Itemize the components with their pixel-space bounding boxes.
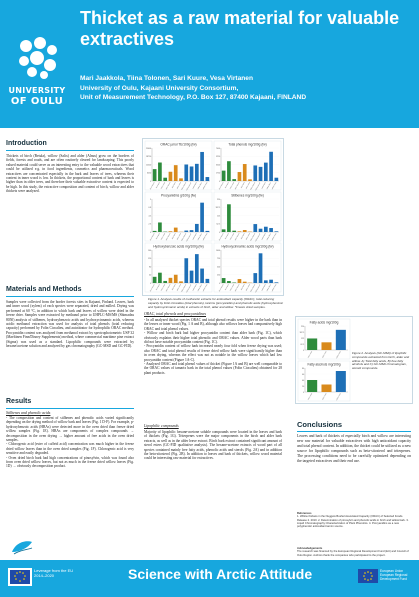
y-tick-label: 40 — [302, 379, 305, 382]
x-tick-label: alder bark — [241, 284, 246, 291]
bar — [264, 227, 268, 232]
logo-text-of-oulu: OF OULU — [10, 96, 64, 107]
x-tick-label: willow bark* — [198, 233, 203, 241]
y-tick-label: 250 — [217, 274, 221, 277]
x-tick-label: birch wood — [230, 182, 236, 190]
x-tick-label: birch wood — [308, 393, 314, 401]
eu-leverage-label: Leverage from the EU — [34, 568, 74, 573]
y-tick-label: 0 — [219, 282, 221, 285]
introduction-text: Thickets of birch (Betula), willow (Salix) and alder (Alnus) grow on the borders of fields, forests and roads, and are often routinely cleared for landscaping. This poorly valued material could serve as an interesting entry to the valuable wood extractives that could be utilized e.g. in food ingredients, cosmetics and pharmaceuticals. Wood extractives are concentrated especially in the bark and leaves of trees, whereas their content in inner wood is low. In thickets, the proportional content of bark and leaves is higher than in older trees, and therefore their valuable extractive content is expected to be high. In this study, the extractive composition and content of birch, willow and alder thickets were analyzed. — [6, 154, 134, 194]
figure-1-caption: Figure 1. Analysis results of methanolic extracts for antioxidant capacity (ORAC), total reducing capacity by Folin-Ciocalteu (total phenols), tannins (procyanidins) and phenolic acids (hydroxybenzoic and hydroxycinnamic acids) in extracts of birch, alder and willow. *Freeze dried samples. — [148, 297, 284, 309]
bar — [206, 231, 210, 232]
x-tick-label: birch leaves — [150, 233, 156, 241]
university-logo-icon — [14, 34, 60, 80]
y-tick-label: 2.3 — [148, 223, 152, 226]
chart-5 — [214, 243, 281, 293]
bar — [259, 229, 263, 232]
y-tick-label: 3500 — [215, 164, 221, 167]
conclusions-text: Leaves and bark of thickets of especially birch and willow are interesting new raw material for valuable extractives with high antioxidant capacity and total phenol content. In addition, the thicket could be utilized as a new source for lipophilic compounds such as beta-sitosterol and triterpenes. The processing conditions need to be carefully optimized depending on the targeted extractives and their end use. — [297, 434, 411, 463]
footer-slogan: Science with Arctic Attitude — [128, 566, 313, 582]
chart-title: Fatty acids mg/100g — [309, 320, 339, 325]
chart-title: Fatty alcohols mg/100g — [307, 362, 341, 367]
results-text-orac: - In all analyzed thicket species ORAC and total phenol results were higher in the bark than in the leaves or inner wood (Fig. 1 A and B), although also willows leaves had comparatively high ORAC and total phenol values. - Willow and birch bark had higher procyanidin content than alder bark (Fig. 1C), which obviously explains their higher total phenolic and ORAC values. Alder wood parts than bark did not have notable procyanidin content (Fig. 1C). - Procyanidin content of willow bark increased nearly four fold when freeze drying was used; also ORAC and total phenol results of freeze dried willow bark were significantly higher than in oven drying, whereas the effect was not as notable in the willow leaves which had low procyanidin content (Figure 1A-C). - Analyzed ORAC and total phenol values of thicket (Figure 1A and B) are well comparable to the ORAC values of tamarix bark in the total phenol values (Folin Ciocalteu) obtained for 28 plant products. — [144, 318, 282, 375]
x-tick-label: alder bark — [172, 182, 177, 189]
x-tick-label: willow leaves* — [255, 284, 262, 294]
y-tick-label: 25000 — [145, 147, 152, 150]
x-tick-label: alder bark — [172, 284, 177, 291]
chart-0 — [145, 141, 212, 191]
y-tick-label: 0 — [150, 231, 152, 234]
bar — [195, 164, 199, 181]
bar — [227, 281, 231, 283]
y-tick-label: 120 — [148, 258, 152, 261]
x-tick-label: willow leaves* — [186, 233, 193, 243]
bar — [163, 178, 167, 181]
chart-title: Hydroxycinnamic acids mg/100g (fw) — [221, 244, 274, 249]
y-tick-label: 5250 — [215, 156, 221, 159]
bar — [174, 228, 178, 232]
bar — [336, 330, 346, 350]
y-tick-label: 0 — [303, 391, 305, 394]
methods-heading: Materials and Methods — [6, 286, 82, 293]
chart-title: Hydroxybenzoic acids mg/100g (fw) — [153, 244, 204, 249]
chart-title: Total phenols mg/100g (fw) — [228, 142, 267, 147]
bar — [275, 178, 279, 181]
results-heading: Results — [6, 398, 32, 405]
bar — [184, 258, 188, 283]
bar — [206, 177, 210, 181]
eu-leverage-icon — [10, 538, 34, 556]
results-divider — [6, 408, 134, 409]
x-tick-label: willow bark — [262, 182, 267, 190]
references-heading: References — [297, 512, 312, 515]
results-subheading-stilbenes: Stilbenes and phenolic acids — [6, 411, 51, 415]
bar — [222, 229, 226, 232]
bar — [275, 231, 279, 232]
y-tick-label: 187.5 — [215, 207, 221, 210]
bar — [158, 273, 162, 283]
eu-fund-text: European Union European Regional Development Fund — [380, 569, 408, 581]
bar — [253, 165, 257, 181]
bar — [253, 273, 257, 283]
introduction-divider — [6, 150, 134, 151]
bar — [195, 254, 199, 283]
x-tick-label: willow wood — [336, 351, 342, 359]
bar — [184, 231, 188, 232]
bar — [243, 164, 247, 181]
bar — [174, 275, 178, 283]
bar — [200, 269, 204, 283]
x-tick-label: willow bark — [193, 233, 198, 241]
chart-2 — [145, 192, 212, 242]
y-tick-label: 62.5 — [216, 223, 221, 226]
bar — [190, 271, 194, 283]
poster-title: Thicket as a raw material for valuable extractives — [80, 8, 400, 49]
y-tick-label: 0 — [303, 349, 305, 352]
x-tick-label: alder wood — [177, 182, 182, 190]
bar — [238, 172, 242, 181]
y-tick-label: 125 — [217, 215, 221, 218]
x-tick-label: alder leaves — [166, 233, 172, 242]
x-tick-label: willow bark — [193, 182, 198, 190]
bar — [269, 152, 273, 181]
x-tick-label: alder wood — [177, 233, 182, 241]
chart-title: Procyanidins g/100g (fw) — [160, 193, 197, 198]
x-tick-label: willow leaves — [250, 284, 257, 293]
x-tick-label: willow wood — [336, 393, 342, 401]
bar — [206, 279, 210, 283]
eu-leverage-text — [34, 568, 74, 578]
x-tick-label: birch leaves — [219, 284, 225, 292]
bar — [238, 231, 242, 232]
y-tick-label: 0 — [219, 231, 221, 234]
bar — [238, 279, 242, 283]
x-tick-label: alder leaves — [235, 233, 241, 242]
footer-banner — [0, 560, 419, 597]
bar — [169, 231, 173, 232]
y-tick-label: 250 — [217, 198, 221, 201]
eu-flag-icon — [6, 565, 34, 592]
x-tick-label: willow leaves* — [186, 182, 193, 192]
chart-title: Stilbenes mg/100g (fw) — [231, 193, 264, 198]
results-subheading-lipophilic: Lipophilic compounds — [144, 424, 179, 428]
bar — [158, 163, 162, 181]
y-tick-label: 125 — [301, 337, 305, 340]
x-tick-label: willow leaves — [181, 182, 188, 191]
x-tick-label: birch wood — [161, 233, 167, 241]
results-text-lipophilic: Majority of lipophilic hexane-acetone soluble compounds were located in the leaves and bark of thickets (Fig. 1G). Triterpenes were the major components in the birch and alder bark extracts, as well as in the alder leave extract. Birch bark extract contained significant amount of sterol esters (GC-FID qualitative analysis). The hexane-acetone extracts of wood part of all species contained mainly free fatty acids, phenolic acids and sterols (Fig. 2A) and in addition the beta-sitosterol (Fig. 2B). In addition to leaves and bark of thickets, willow wood material could be interesting raw material for extractives. — [144, 430, 282, 461]
introduction-heading: Introduction — [6, 140, 47, 147]
y-tick-label: 80 — [302, 367, 305, 370]
bar — [248, 179, 252, 181]
bar — [163, 281, 167, 283]
bar — [200, 152, 204, 181]
x-tick-label: willow leaves — [181, 284, 188, 293]
figure-1-charts — [143, 139, 283, 295]
chart-4 — [145, 243, 212, 293]
x-tick-label: birch wood — [161, 284, 167, 292]
eu-fund-flag-icon — [358, 569, 378, 585]
y-tick-label: 0 — [150, 180, 152, 183]
x-tick-label: willow bark — [262, 284, 267, 292]
chart-1 — [214, 141, 281, 191]
results-text-stilbenes: - The composition and content of stilbenes and phenolic acids varied significantly depending on the drying method of willow bark and leaves (Fig. 1 D-F). For example, p-hydroxybenzoic acids (HBAs) were detected more in the oven dried than freeze dried willow samples (Fig. 1E). HBAs are components of complex compounds → decomposition in the oven drying → higher amount of free acids in the oven dried samples. - Chlorogenic acid (ester of caffeid acid) concentration was much higher in the freeze dried willow leaves than in the oven dried samples (Fig. 1F). Chlorogenic acid is very sensitive and easily degraded. - Oven dried birch bark had high concentrations of pinosylvin, which was found also from oven dried willow leaves, but not as much in the freeze dried willow leaves (Fig. 1D) → obviously decomposition product. — [6, 416, 134, 469]
bar — [269, 228, 273, 232]
methods-divider — [6, 296, 134, 297]
y-tick-label: 6.8 — [148, 207, 152, 210]
x-tick-label: alder leaves — [235, 284, 241, 293]
x-tick-label: willow leaves — [250, 233, 257, 242]
bar — [232, 231, 236, 232]
results-subheading-orac: ORAC, total phenols and procyanidines — [144, 312, 206, 316]
x-tick-label: willow leaves — [250, 182, 257, 191]
header-banner — [0, 0, 419, 128]
x-tick-label: willow wood — [203, 233, 209, 241]
y-tick-label: 60 — [302, 373, 305, 376]
x-tick-label: birch wood — [230, 233, 236, 241]
x-tick-label: alder wood — [322, 351, 328, 359]
y-tick-label: 0 — [150, 282, 152, 285]
x-tick-label: alder bark — [241, 233, 246, 240]
bar — [179, 178, 183, 181]
y-tick-label: 80 — [149, 266, 152, 269]
bar — [190, 166, 194, 181]
x-tick-label: birch bark — [225, 284, 230, 291]
figure-1-panel — [142, 138, 284, 296]
y-tick-label: 1000 — [215, 249, 221, 252]
x-tick-label: willow leaves* — [255, 182, 262, 192]
x-tick-label: birch leaves — [219, 233, 225, 241]
bar — [243, 230, 247, 232]
x-tick-label: alder leaves — [166, 284, 172, 293]
x-tick-label: willow leaves — [181, 233, 188, 242]
university-logo — [4, 34, 70, 124]
bar — [264, 280, 268, 283]
bar — [222, 171, 226, 181]
x-tick-label: alder wood — [246, 182, 251, 190]
conclusions-divider — [297, 431, 411, 432]
x-tick-label: alder bark — [172, 233, 177, 240]
y-tick-label: 62.5 — [300, 343, 305, 346]
x-tick-label: birch bark — [225, 233, 230, 240]
logo-text-university: UNIVERSITY — [8, 86, 66, 95]
y-tick-label: 250 — [301, 325, 305, 328]
conclusions-heading: Conclusions — [297, 420, 343, 429]
y-tick-label: 500 — [217, 266, 221, 269]
bar — [158, 222, 162, 232]
bar — [307, 338, 317, 350]
y-tick-label: 1750 — [215, 172, 221, 175]
bar — [264, 163, 268, 181]
x-tick-label: birch bark — [156, 233, 161, 240]
bar — [232, 179, 236, 181]
x-tick-label: willow leaves* — [255, 233, 262, 243]
bar — [174, 165, 178, 181]
x-tick-label: willow bark — [262, 233, 267, 241]
bar — [307, 380, 317, 392]
bar — [153, 231, 157, 232]
x-tick-label: birch leaves — [150, 182, 156, 190]
bar — [222, 278, 226, 283]
authors-block — [80, 74, 415, 103]
chart-7 — [298, 361, 350, 401]
x-tick-label: birch bark — [156, 284, 161, 291]
bar — [259, 253, 263, 283]
methods-text: Samples were collected from the border forests sites in Kajaani, Finland. Leaves, bark and inner wood (xylem) of each species were separated, dried and milled. Drying was performed at 60 °C, in addition to which bark and leaves of willow were dried in the freeze drier. Samples were extracted by methanol prior to UHPLC-MS/MS (Shimadzu 8050) analysis of stilbenes, hydroxybenzoic acids and hydroxycinnamic acids, whereas acidic methanol extraction was used for analysis of total phenols (total reducing capacity) performed by Folin Ciocalteu, and autotitrator for hydrophilic ORAC method. Procyanidin content was analyzed from methanol extract by spectrophotometric USP 32 (Maeltinen Finn/Disney Supplements) method, where commercial maritime pine extract (Sigma) was used as a standard. Lipophilic compounds were extracted by hexane/acetone solution and analyzed by gas chromatography (GC-MSD and GC-FID). — [6, 300, 134, 349]
x-tick-label: birch wood — [308, 351, 314, 359]
references-block — [297, 512, 411, 528]
x-tick-label: alder wood — [246, 233, 251, 241]
x-tick-label: alder bark — [241, 182, 246, 189]
bar — [269, 280, 273, 283]
bar — [227, 161, 231, 181]
authors-names: Mari Jaakkola, Tiina Tolonen, Sari Kuure, Vesa Virtanen — [80, 75, 253, 82]
references-text: 1. Willow thickets in the Nuggets Bushel Associated Capacity (ORAC) of Selected Foods. Release 2. 2010. 2. Determination of pinosylvin and phenolic acids in birch and willow bark. 3. Liquid Chromatography Characterization of Plant Phenolics. 4. Procyanidins as a new polyphenolic antioxidant tannin source. — [297, 515, 409, 529]
x-tick-label: willow wood — [272, 233, 278, 241]
bar — [227, 204, 231, 232]
y-tick-label: 40 — [149, 274, 152, 277]
bar — [190, 230, 194, 232]
x-tick-label: willow leaves* — [186, 284, 193, 294]
x-tick-label: alder wood — [177, 284, 182, 292]
chart-3 — [214, 192, 281, 242]
x-tick-label: birch wood — [230, 284, 236, 292]
x-tick-label: willow bark* — [198, 284, 203, 292]
x-tick-label: birch leaves — [150, 284, 156, 292]
x-tick-label: willow wood — [272, 182, 278, 190]
bar — [169, 278, 173, 283]
bar — [275, 282, 279, 283]
bar — [321, 385, 331, 393]
y-tick-label: 187.5 — [299, 331, 305, 334]
bar — [200, 203, 204, 232]
x-tick-label: willow wood — [203, 284, 209, 292]
eu-leverage-years: 2014–2020 — [34, 573, 55, 578]
y-tick-label: 12500 — [145, 164, 152, 167]
x-tick-label: birch bark — [225, 182, 230, 189]
y-tick-label: 7000 — [215, 147, 221, 150]
authors-address: Unit of Measurement Technology, P.O. Box 127, 87400 Kajaani, FINLAND — [80, 94, 307, 102]
acknowledgements-block — [297, 547, 411, 557]
chart-title: ORAC µmol TE/100g (fw) — [160, 142, 197, 147]
bar — [195, 224, 199, 232]
authors-affiliation: University of Oulu, Kajaani University Consortium, — [80, 84, 239, 92]
y-tick-label: 750 — [217, 258, 221, 261]
y-tick-label: 0 — [219, 180, 221, 183]
x-tick-label: willow bark* — [267, 182, 272, 190]
y-tick-label: 160 — [148, 249, 152, 252]
acknowledgements-text: The research was financed by the European Regional Development Fund (EU) and Council of Oulu Region. Authors thank the companies who participated to the project. — [297, 550, 409, 557]
bar — [321, 342, 331, 350]
bar — [169, 172, 173, 181]
bar — [153, 277, 157, 283]
x-tick-label: willow bark — [193, 284, 198, 292]
bar — [153, 169, 157, 181]
y-tick-label: 9 — [150, 198, 152, 201]
y-tick-label: 4.5 — [148, 215, 152, 218]
x-tick-label: alder leaves — [166, 182, 172, 191]
x-tick-label: willow bark* — [198, 182, 203, 190]
x-tick-label: alder leaves — [235, 182, 241, 191]
bar — [259, 167, 263, 181]
x-tick-label: birch leaves — [219, 182, 225, 190]
x-tick-label: alder wood — [322, 393, 328, 401]
bar — [253, 224, 257, 232]
figure-2-caption: Figure 2. Analysis (GC-MSD) of lipophilic compounds extracted from birch, alder and willow. A) Total fatty acids, B) free fatty alcohols and C) GC-MSD chromatogram, steroid compounds. — [352, 351, 410, 371]
y-tick-label: 20 — [302, 385, 305, 388]
x-tick-label: willow bark* — [267, 284, 272, 292]
x-tick-label: alder wood — [246, 284, 251, 292]
x-tick-label: willow wood — [272, 284, 278, 292]
y-tick-label: 6250 — [146, 172, 152, 175]
x-tick-label: willow bark* — [267, 233, 272, 241]
x-tick-label: willow wood — [203, 182, 209, 190]
bar — [243, 282, 247, 283]
x-tick-label: birch bark — [156, 182, 161, 189]
x-tick-label: birch wood — [161, 182, 167, 190]
chart-6 — [298, 319, 350, 359]
y-tick-label: 18750 — [145, 156, 152, 159]
bar — [179, 281, 183, 283]
acknowledgements-heading: Acknowledgements — [297, 547, 323, 550]
regional-fund-logo — [358, 567, 414, 589]
bar — [184, 165, 188, 182]
bar — [336, 371, 346, 392]
